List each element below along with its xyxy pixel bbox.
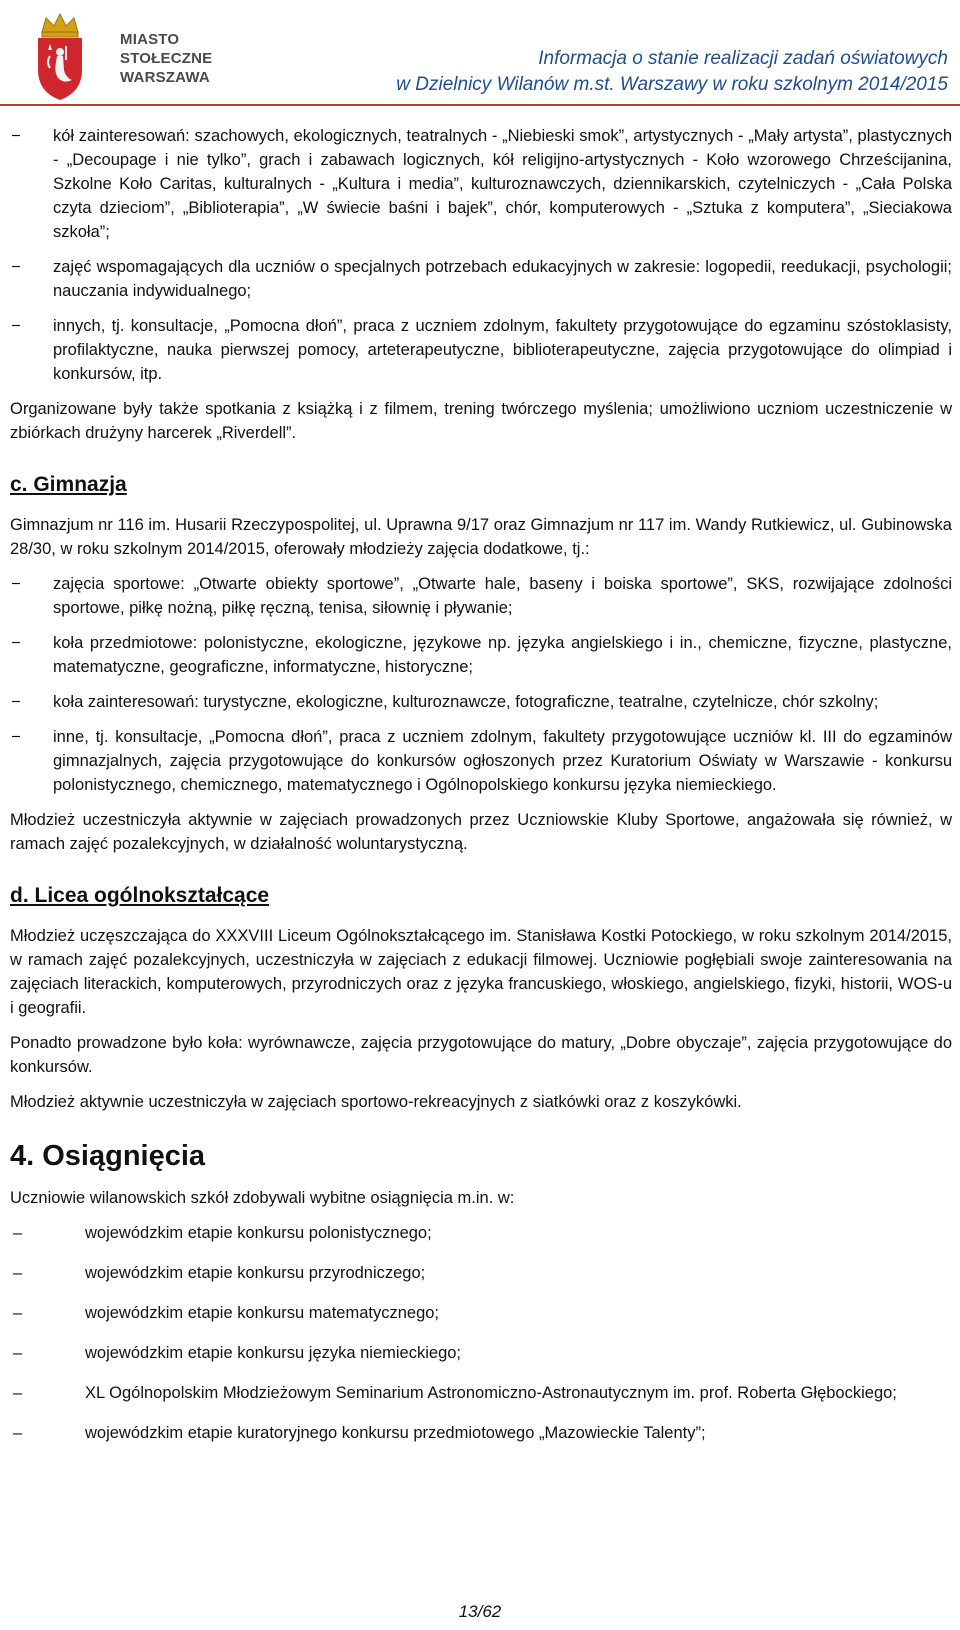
list-marker: − — [11, 317, 21, 335]
paragraph: Organizowane były także spotkania z książką i z filmem, trening twórczego myślenia; umożliwiono uczniom uczestniczenie w zbiórkach drużyny harcerek „Riverdell”. — [10, 400, 952, 442]
page-header — [0, 0, 960, 104]
warsaw-crest-icon — [28, 10, 108, 102]
city-logo — [28, 10, 213, 102]
list-item-text: wojewódzkim etapie konkursu matematycznego; — [85, 1304, 440, 1322]
logo-wordmark — [120, 30, 212, 87]
header-title — [396, 46, 948, 98]
chapter-heading: 4. Osiągnięcia — [10, 1140, 206, 1172]
document-body — [10, 124, 952, 1461]
list-marker: − — [11, 728, 21, 746]
paragraph: Ponadto prowadzone było koła: wyrównawcze, zajęcia przygotowujące do matury, „Dobre obyczaje”, zajęcia przygotowujące do konkursów. — [10, 1034, 952, 1076]
list-item — [10, 725, 952, 797]
list-item-text: wojewódzkim etapie konkursu języka niemieckiego; — [85, 1344, 462, 1362]
list-item — [10, 255, 952, 303]
header-title-line1: Informacja o stanie realizacji zadań oświatowych — [538, 48, 948, 69]
list-marker: − — [11, 127, 21, 145]
list-item — [10, 1381, 952, 1405]
paragraph: Młodzież uczestniczyła aktywnie w zajęciach prowadzonych przez Uczniowskie Kluby Sportowe, angażowała się również, w ramach zajęć pozalekcyjnych, w działalność woluntarystyczną. — [10, 811, 952, 853]
list-item — [10, 1261, 952, 1285]
paragraph: Uczniowie wilanowskich szkół zdobywali wybitne osiągnięcia m.in. w: — [10, 1189, 515, 1207]
list-item — [10, 690, 952, 714]
list-marker: – — [13, 1344, 23, 1362]
paragraph: Gimnazjum nr 116 im. Husarii Rzeczypospolitej, ul. Uprawna 9/17 oraz Gimnazjum nr 117 im. Wandy Rutkiewicz, ul. Gubinowska 28/30, w roku szkolnym 2014/2015, oferowały młodzieży zajęcia dodatkowe, tj.: — [10, 516, 952, 558]
list-item-text: wojewódzkim etapie konkursu przyrodniczego; — [85, 1264, 426, 1282]
header-title-line2: w Dzielnicy Wilanów m.st. Warszawy w roku szkolnym 2014/2015 — [396, 74, 948, 95]
paragraph: Młodzież uczęszczająca do XXXVIII Liceum Ogólnokształcącego im. Stanisława Kostki Potockiego, w roku szkolnym 2014/2015, w ramach zajęć pozalekcyjnych, uczestniczyła w zajęciach z edukacji filmowej. Uczniowie pogłębiali swoje zainteresowania na zajęciach literackich, komputerowych, przyrodniczych oraz z języka francuskiego, włoskiego, angielskiego, fizyki, historii, WOS-u i geografii. — [10, 927, 952, 1017]
list-marker: – — [13, 1264, 23, 1282]
section-heading-d: d. Licea ogólnokształcące — [10, 884, 270, 907]
section-heading-c: c. Gimnazja — [10, 473, 127, 496]
list-item — [10, 1421, 952, 1445]
list-item — [10, 1341, 952, 1365]
list-item-text: zajęcia sportowe: „Otwarte obiekty sportowe”, „Otwarte hale, baseny i boiska sportowe”, SKS, rozwijające zdolności sportowe, piłkę nożną, piłkę ręczną, tenisa, siłownię i pływanie; — [53, 575, 952, 617]
page-number: 13/62 — [458, 1602, 502, 1621]
list-item-text: koła zainteresowań: turystyczne, ekologiczne, kulturoznawcze, fotograficzne, teatralne, czytelnicze, chór szkolny; — [53, 693, 879, 711]
list-item — [10, 124, 952, 244]
header-rule — [0, 104, 960, 106]
list-item-text: XL Ogólnopolskim Młodzieżowym Seminarium Astronomiczno-Astronautycznym im. prof. Roberta Głębockiego; — [85, 1384, 897, 1402]
list-item — [10, 314, 952, 386]
list-item — [10, 631, 952, 679]
paragraph: Młodzież aktywnie uczestniczyła w zajęciach sportowo-rekreacyjnych z siatkówki oraz z koszykówki. — [10, 1093, 742, 1111]
list-item-text: wojewódzkim etapie konkursu polonistycznego; — [85, 1224, 432, 1242]
list-item-text: inne, tj. konsultacje, „Pomocna dłoń”, praca z uczniem zdolnym, fakultety przygotowujące uczniów kl. III do egzaminów gimnazjalnych, zajęcia przygotowujące do konkursów ogłoszonych przez Kuratorium Oświaty w Warszawie - konkursu polonistycznego, chemicznego, matematycznego i Ogólnopolskiego konkursu języka niemieckiego. — [53, 728, 952, 794]
list-marker: – — [13, 1304, 23, 1322]
list-marker: − — [11, 258, 21, 276]
list-item — [10, 1301, 952, 1325]
list-item-text: innych, tj. konsultacje, „Pomocna dłoń”, praca z uczniem zdolnym, fakultety przygotowujące do egzaminu szóstoklasisty, profilaktyczne, nauka pierwszej pomocy, arteterapeutyczne, biblioterapeutyczne, zajęcia przygotowujące do olimpiad i konkursów, itp. — [53, 317, 952, 383]
list-item-text: wojewódzkim etapie kuratoryjnego konkursu przedmiotowego „Mazowieckie Talenty”; — [85, 1424, 706, 1442]
list-marker: – — [13, 1424, 23, 1442]
list-item — [10, 572, 952, 620]
logo-line: STOŁECZNE — [120, 50, 213, 67]
logo-line: WARSZAWA — [120, 69, 210, 86]
list-marker: − — [11, 634, 21, 652]
list-item-text: kół zainteresowań: szachowych, ekologicznych, teatralnych - „Niebieski smok”, artystycznych - „Mały artysta”, plastycznych - „Decoupage i nie tylko”, grach i zabawach logicznych, kół religijno-artystycznych - Koło wzorowego Chrześcijanina, Szkolne Koło Caritas, kulturalnych - „Kultura i media”, kulturoznawczych, dziennikarskich, czytelniczych - „Cała Polska czyta dzieciom”, „Biblioterapia”, „W świecie baśni i bajek”, chór, komputerowych - „Sztuka z komputera”, „Sieciakowa szkoła”; — [53, 127, 952, 241]
list-item-text: koła przedmiotowe: polonistyczne, ekologiczne, językowe np. języka angielskiego i in., chemiczne, fizyczne, plastyczne, matematyczne, geograficzne, informatyczne, historyczne; — [53, 634, 952, 676]
logo-line: MIASTO — [120, 31, 180, 48]
list-marker: – — [13, 1224, 23, 1242]
list-marker: − — [11, 693, 21, 711]
list-marker: – — [13, 1384, 23, 1402]
list-item-text: zajęć wspomagających dla uczniów o specjalnych potrzebach edukacyjnych w zakresie: logopedii, reedukacji, psychologii; nauczania indywidualnego; — [53, 258, 952, 300]
list-item — [10, 1221, 952, 1245]
list-marker: − — [11, 575, 21, 593]
